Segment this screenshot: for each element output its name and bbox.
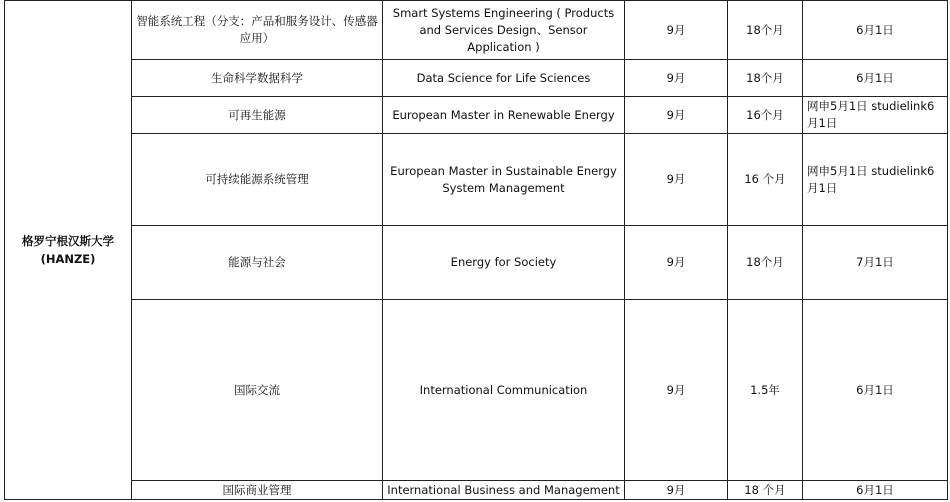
university-cell xyxy=(5,1,132,500)
table-row xyxy=(5,226,948,300)
intake: 9月 xyxy=(625,300,728,481)
program-cn: 智能系统工程（分支：产品和服务设计、传感器应用） xyxy=(132,1,383,60)
program-cn: 生命科学数据科学 xyxy=(132,60,383,97)
deadline: 网申5月1日 studielink6月1日 xyxy=(803,134,948,226)
deadline: 7月1日 xyxy=(803,226,948,300)
program-en: International Communication xyxy=(383,300,625,481)
university-name-cn: 格罗宁根汉斯大学 xyxy=(22,234,114,248)
program-cn: 能源与社会 xyxy=(132,226,383,300)
duration: 1.5年 xyxy=(728,300,803,481)
duration: 18个月 xyxy=(728,226,803,300)
duration: 16个月 xyxy=(728,97,803,134)
program-cn: 国际商业管理 xyxy=(132,481,383,500)
intake: 9月 xyxy=(625,134,728,226)
program-en: Energy for Society xyxy=(383,226,625,300)
program-en: International Business and Management xyxy=(383,481,625,500)
intake: 9月 xyxy=(625,60,728,97)
program-cn: 国际交流 xyxy=(132,300,383,481)
duration: 18个月 xyxy=(728,60,803,97)
duration: 18个月 xyxy=(728,1,803,60)
deadline: 6月1日 xyxy=(803,1,948,60)
deadline: 网申5月1日 studielink6月1日 xyxy=(803,97,948,134)
intake: 9月 xyxy=(625,481,728,500)
table-row xyxy=(5,300,948,481)
program-en: European Master in Sustainable Energy System Management xyxy=(383,134,625,226)
university-name-en: (HANZE) xyxy=(40,252,96,266)
program-en: Data Science for Life Sciences xyxy=(383,60,625,97)
deadline: 6月1日 xyxy=(803,60,948,97)
intake: 9月 xyxy=(625,1,728,60)
intake: 9月 xyxy=(625,226,728,300)
program-en: European Master in Renewable Energy xyxy=(383,97,625,134)
deadline: 6月1日 xyxy=(803,481,948,500)
table-row xyxy=(5,481,948,500)
program-cn: 可持续能源系统管理 xyxy=(132,134,383,226)
intake: 9月 xyxy=(625,97,728,134)
duration: 16 个月 xyxy=(728,134,803,226)
deadline: 6月1日 xyxy=(803,300,948,481)
program-cn: 可再生能源 xyxy=(132,97,383,134)
program-en: Smart Systems Engineering ( Products and Services Design、Sensor Application ) xyxy=(383,1,625,60)
programs-table xyxy=(4,0,948,500)
duration: 18 个月 xyxy=(728,481,803,500)
table-row xyxy=(5,1,948,60)
table-row xyxy=(5,97,948,134)
table-row xyxy=(5,134,948,226)
table-row xyxy=(5,60,948,97)
